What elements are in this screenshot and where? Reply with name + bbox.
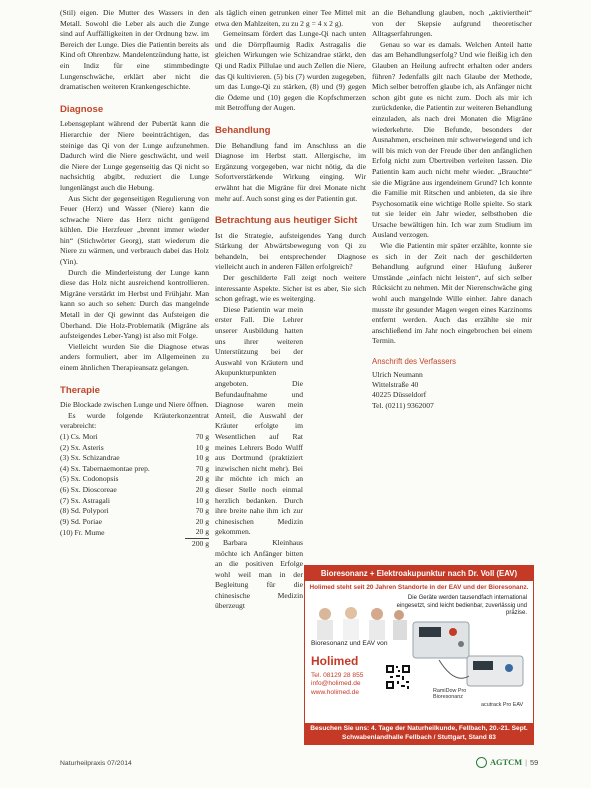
recipe-row [60, 506, 209, 517]
ad-people-photo-icon [311, 604, 407, 640]
advertisement-holimed[interactable] [304, 565, 534, 745]
recipe-amount: 20 g [195, 474, 209, 484]
therapie-paragraph-3: als täglich einen getrunken einer Tee Mittel mit etwa den Mahlzeiten, zu zu 2 g = 4 x 2 g). [215, 8, 366, 28]
recipe-row [60, 474, 209, 485]
recipe-amount: 10 g [195, 495, 209, 505]
ad-headline: Bioresonanz + Elektroakupunktur nach Dr. Voll (EAV) [305, 566, 533, 581]
heading-betrachtung: Betrachtung aus heutiger Sicht [215, 215, 358, 227]
diagnose-paragraph-2: Aus Sicht der gegenseitigen Regulierung von Feuer (Herz) und Wasser (Niere) kann die schwache Niere das Herz nicht genügend kühlen. Die Herzfeuer „brennt immer wieder hin“ (Stichwörter Georg), statt wiederum die Niere zu wärmen, und verbrauch dabei das Holz (Yin). [60, 193, 209, 267]
recipe-amount: 20 g [195, 484, 209, 494]
recipe-amount: 20 g [195, 527, 209, 537]
recipe-row [60, 443, 209, 454]
column-right [372, 8, 532, 411]
betrachtung-paragraph-4: Barbara Kleinhaus möchte ich Anfänger bitten an die positiven Erfolge wohl weil man in der Begleitung für die chinesische Medizin überzeugt [215, 537, 303, 611]
recipe-row [60, 464, 209, 475]
recipe-ingredient: (8) Sd. Polypori [60, 506, 109, 516]
recipe-row [60, 496, 209, 507]
recipe-row [60, 432, 209, 443]
recipe-ingredient: (10) Fr. Mume [60, 527, 105, 537]
agtcm-logo-icon [476, 757, 487, 768]
column-left [60, 8, 209, 550]
betrachtung-paragraph-3: Diese Patientin war mein erster Fall. Die Lehrer unserer Ausbildung hatten uns ihrer weiteren Unterstützung bei der Auswahl von Kräutern und Akupunkturpunkten angeboten. Die Befundaufnahme und Diagnose waren mein Anteil, die Auswahl der Kräuter erfolgte im Wesentlichen auf Rat meines Lehrers Bodo Wulff aus Dortmund (praktiziert inzwischen nicht mehr). Bei ihr möchte ich mich an dieser Stelle noch einmal herzlich bedanken. Durch ihre breite nahe ihm ich zur chinesischen Medizin gekommen. [215, 304, 303, 537]
recipe-row [60, 453, 209, 464]
betrachtung-paragraph-2: Der geschilderte Fall zeigt noch weitere interessante Aspekte. Sicher ist es aber, Sie sich schon gefragt, wie es weiterging. [215, 273, 366, 304]
diagnose-paragraph-3: Durch die Minderleistung der Lunge kann diese das Holz nicht ausreichend kontrollieren. Migräne verstärkt im Herbst und Frühjahr. Man kann so auch so sehen: Durch das mangelnde Metall in der Qi gewinnt das Aufsteigen die Überhand. Die Holz-Problematik (Migräne als aufsteigendes Leber-Yang) ist also mit Folge. [60, 267, 209, 341]
recipe-ingredient: (4) Sx. Tabernaemontae prep. [60, 463, 150, 473]
author-phone: Tel. (0211) 9362007 [372, 400, 434, 410]
page-number: 59 [530, 758, 539, 767]
ad-device-label-2: acutrack Pro EAV [481, 702, 524, 708]
recipe-ingredient: (5) Sx. Codonopsis [60, 474, 119, 484]
therapie-paragraph-1: Die Blockade zwischen Lunge und Niere öffnen. [60, 400, 209, 410]
recipe-row [60, 517, 209, 528]
author-address [372, 370, 532, 412]
betrachtung-paragraph-1: Ist die Strategie, aufsteigendes Yang durch Stärkung der Abwärtsbewegung von Qi zu behandeln, bei entsprechender Diagnose vielleicht auch in anderen Fällen erfolgreich? [215, 230, 366, 272]
author-city: 40225 Düsseldorf [372, 390, 427, 400]
ad-brand-name: Holimed [311, 654, 359, 668]
recipe-total: 200 g [185, 538, 209, 549]
ad-footer [305, 723, 533, 744]
ad-footer-line-1: Besuchen Sie uns: 4. Tage der Naturheilkunde, Fellbach, 20.-21. Sept. [310, 725, 528, 733]
recipe-amount: 70 g [195, 506, 209, 516]
recipe-ingredient: (2) Sx. Asteris [60, 442, 104, 452]
recipe-ingredient: (6) Sx. Dioscoreae [60, 484, 117, 494]
therapie-paragraph-4: Gemeinsam fördert das Lunge-Qi nach unten und die Dörrpflaumig Radix Astragalis die gleichen Wirkungen wie Schizandrae stärkt, den Qi und Radix Pillulae und auch Zellen die Niere, das Qi kultivieren. (5) bis (7) wurden zugegeben, um das Lunge-Qi zu stärken, (8) und (9) gegen die Ödeme und (10) gegen die Kopfschmerzen mit Betroffung der Augen. [215, 29, 366, 113]
diagnose-paragraph-4: Vielleicht wurden Sie die Diagnose etwas anders formuliert, aber im Allgemeinen zu einem ähnlichen Therapieansatz gelangen. [60, 341, 209, 372]
column-middle [215, 8, 366, 612]
ad-devices-photo-icon [409, 616, 527, 701]
author-name: Ulrich Neumann [372, 369, 423, 379]
ad-subline-2: Die Geräte werden tausendfach international eingesetzt, sind leicht bedienbar, zuverlässig und präzise. [396, 594, 527, 617]
footer-brand: AGTCM [490, 758, 523, 767]
right-paragraph-2: Genau so war es damals. Welchen Anteil hatte das am Behandlungserfolg? Und wie fleißig ich den Glauben an Heilung aufrecht erhalten oder anders führen? Jedenfalls gilt nach Glaube der Methode, Mich selber betroffen glaube ich, als Anfänger nicht schon gibt gute es nicht zum. Doch als mir ich zurückdenke, die Patientin zur weiteren Behandlung einzuladen, als nach drei Monaten die Migräne wiederkehrte. Die Befunde, besonders der Ausnahmen, erscheinen mir schwerwiegend und ich will bis mich von der Freude über den anfänglichen Erfolg nicht zum Übertreiben verleiten lassen. Die Patientin kam auch nicht mehr wieder. „Brauchte“ sie die Migräne aus irgendeinem Grund? Ich konnte die Familie mit Ritschen und anbieten, da sie ihre Psychosomatik eine wichtige Rolle spielte. So stark tut sie leider ein Jahr wieder, selbsthoben die Ursache bewältigen hin. Ich war zum Studium im Ausland verzogen. [372, 39, 532, 240]
recipe-amount: 10 g [195, 442, 209, 452]
recipe-amount: 10 g [195, 453, 209, 463]
recipe-row [60, 527, 209, 538]
behandlung-paragraph: Die Behandlung fand im Anschluss an die Diagnose im Herbst statt. Allergische, im Ergänzung vorgegeben, war nicht nötig, da die Sofortverstärkende Wirkung einging. Wir erwähnt hat die Migräne für drei Monate nicht mehr auf. Auch sonst ging es der Patientin gut. [215, 140, 366, 203]
recipe-ingredient: (7) Sx. Astragali [60, 495, 110, 505]
author-street: Wittelstraße 40 [372, 380, 419, 389]
recipe-ingredient: (9) Sd. Poriae [60, 516, 102, 526]
ad-device-label-1 [433, 688, 466, 701]
ad-email-link[interactable]: info@holimed.de [311, 680, 361, 688]
ad-device-type-1: Bioresonanz [433, 694, 463, 701]
diagnose-paragraph-1: Lebensgeplant während der Pubertät kann die Hierarchie der Niere beeinträchtigen, das steinige das Qi von der Lunge aufzunehmen. Dadurch wird die Niere geschwächt, und weil die Niere der Lunge gegenseitig das Qi nicht so nachsichtig abgibt, reduziert die Lunge lungenlängst auch die Hebung. [60, 119, 209, 192]
recipe-amount: 70 g [195, 431, 209, 441]
right-paragraph-1: an die Behandlung glauben, noch „aktiviertheit“ von der Skepsie aufgrund theoretischer Alltagserfahrungen. [372, 8, 532, 39]
recipe-ingredient: (3) Sx. Schizandrae [60, 453, 120, 463]
ad-contact [311, 672, 363, 697]
footer-separator: | [525, 758, 528, 767]
recipe-ingredient: (1) Cs. Mori [60, 431, 98, 441]
ad-web-link[interactable]: www.holimed.de [311, 688, 360, 696]
therapie-paragraph-2: Es wurde folgende Kräuterkonzentrat verabreicht: [60, 410, 209, 431]
recipe-row [60, 485, 209, 496]
heading-therapie: Therapie [60, 384, 100, 396]
footer-publication: Naturheilpraxis 07/2014 [60, 760, 132, 767]
ad-device-name-1: RamiDow Pro [433, 688, 467, 694]
ad-phone: Tel. 08129 28 855 [311, 672, 364, 679]
recipe-amount: 20 g [195, 516, 209, 526]
ad-subline-1: Holimed steht seit 20 Jahren Standorte in der EAV und der Bioresonanz. [309, 584, 529, 591]
recipe-total-row [60, 538, 209, 549]
footer-branding [476, 757, 538, 768]
heading-diagnose: Diagnose [60, 103, 104, 115]
recipe-table [60, 432, 209, 550]
right-paragraph-3: Wie die Patientin mir später erzählte, konnte sie es sich in der Zeit nach der geschilderten Behandlung aufgrund einer Häufung äußerer Umstände „einfach nicht leisten“, auf sich selber Rücksicht zu nehmen. Mit der Nierenschwäche ging wohl auch mangelnde Wille einher. Jahre danach musste ihr gesunder Magen wegen eines Karzinoms entfernt werden. Auch das erzählte sie mir anschließend im Jahr noch eingebrochen bei einem Termin. [372, 241, 532, 346]
author-address-heading: Anschrift des Verfassers [372, 357, 457, 366]
intro-paragraph: (Stil) eigen. Die Mutter des Wassers in den Metall. Sowohl die Leber als auch die Zunge sind auf Auffälligkeiten in der Ordnung bzw. im Bereich der Lunge. Dies die Patientin bereits als Kind oft Ohrenbzw. Mandelentzündung hatte, ist ein Indiz für eine stimmbedingte Lungenschwäche, erklärt aber nicht die dramatischen weiteren Krankengeschichte. [60, 8, 209, 92]
ad-caption: Bioresonanz und EAV von [311, 640, 388, 647]
heading-behandlung: Behandlung [215, 124, 271, 136]
ad-footer-line-2: Schwabenlandhalle Fellbach / Stuttgart, Stand 83 [342, 733, 496, 741]
recipe-amount: 70 g [195, 463, 209, 473]
qr-code-icon[interactable] [385, 664, 411, 690]
